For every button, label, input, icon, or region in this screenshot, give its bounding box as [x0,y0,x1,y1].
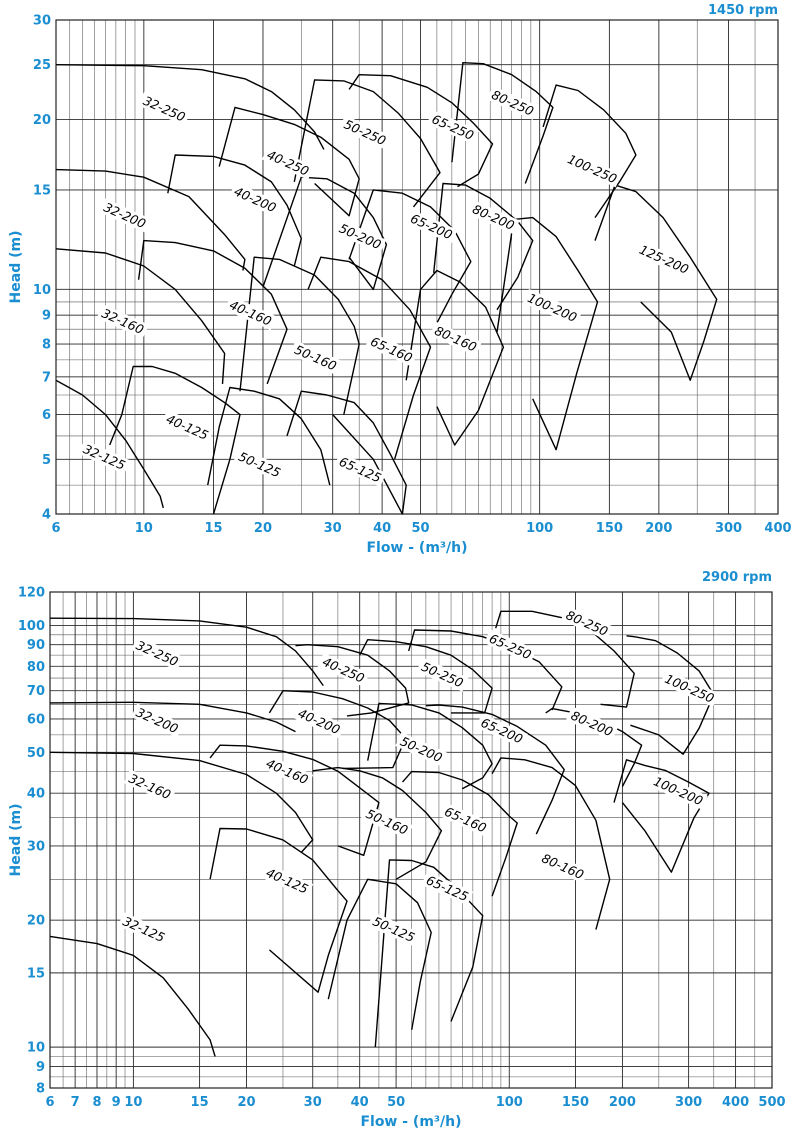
chart-1450-rpm [8,3,792,556]
zone-label-50-200: 50-200 [336,220,384,253]
x-tick-label: 40 [350,1095,369,1110]
x-tick-label: 8 [92,1095,102,1110]
y-tick-label: 10 [32,282,51,298]
y-tick-label: 70 [26,684,45,700]
zone-label-32-125: 32-125 [81,441,128,473]
zone-label-65-250: 65-250 [487,630,534,663]
x-tick-label: 20 [237,1095,256,1110]
x-tick-label: 100 [495,1095,523,1110]
zone-label-100-200: 100-200 [525,290,580,325]
y-tick-label: 25 [32,58,51,74]
x-tick-label: 15 [204,521,223,536]
x-tick-label: 15 [190,1095,209,1110]
zone-label-65-160: 65-160 [442,803,489,836]
y-tick-label: 30 [32,13,51,29]
x-tick-label: 300 [714,521,743,536]
x-tick-label: 200 [608,1095,636,1110]
zone-label-40-160: 40-160 [263,755,311,788]
zone-label-50-125: 50-125 [370,913,418,946]
zone-label-65-125: 65-125 [424,872,471,905]
zone-label-100-250: 100-250 [662,670,717,706]
zone-label-50-160: 50-160 [292,341,339,374]
y-tick-label: 90 [26,638,45,654]
x-tick-label: 20 [253,521,273,536]
x-tick-label: 10 [124,1095,143,1110]
x-tick-label: 6 [51,521,61,536]
zone-label-50-160: 50-160 [363,805,411,838]
y-tick-label: 60 [26,712,45,728]
zone-label-80-200: 80-200 [470,201,517,233]
x-tick-label: 150 [561,1095,590,1110]
x-tick-label: 300 [675,1095,703,1110]
zone-label-100-250: 100-250 [565,151,620,187]
zone-label-65-125: 65-125 [336,453,384,486]
y-tick-label: 8 [41,337,51,353]
y-tick-label: 80 [26,659,45,675]
y-tick-label: 20 [32,112,51,128]
zone-label-32-160: 32-160 [99,305,147,338]
zone-label-80-250: 80-250 [563,607,611,639]
y-tick-label: 9 [35,1059,45,1075]
zone-label-32-160: 32-160 [126,770,174,803]
chart-2900-rpm [8,570,786,1130]
zone-label-65-200: 65-200 [478,714,526,747]
y-tick-label: 30 [26,839,45,855]
zone-label-65-160: 65-160 [368,333,415,366]
zone-label-80-160: 80-160 [432,322,479,355]
x-tick-label: 40 [373,521,392,536]
zone-label-80-250: 80-250 [489,86,536,119]
y-axis-title: Head (m) [8,230,24,304]
x-tick-label: 30 [303,1095,322,1110]
x-tick-label: 400 [722,1095,750,1110]
x-axis-title: Flow - (m³/h) [360,1114,462,1130]
x-tick-label: 30 [323,521,342,536]
y-tick-label: 5 [41,452,51,468]
zone-label-65-250: 65-250 [429,111,477,143]
zone-label-32-250: 32-250 [133,637,181,670]
y-tick-label: 15 [26,966,45,982]
x-tick-label: 500 [758,1095,786,1110]
zone-label-40-250: 40-250 [264,146,312,179]
y-axis-title: Head (m) [8,803,24,877]
zone-label-50-250: 50-250 [419,658,466,691]
y-tick-label: 20 [26,913,45,929]
y-tick-label: 10 [26,1040,45,1056]
zone-label-100-200: 100-200 [651,773,706,809]
x-tick-label: 100 [526,521,554,536]
y-tick-label: 50 [26,745,45,761]
y-tick-label: 9 [41,308,51,324]
x-tick-label: 6 [45,1095,55,1110]
y-tick-label: 120 [17,585,45,601]
zone-label-32-200: 32-200 [133,704,181,737]
y-tick-label: 7 [41,370,51,386]
zone-label-65-200: 65-200 [408,210,455,243]
y-tick-label: 40 [26,786,45,802]
zone-label-40-125: 40-125 [263,864,311,897]
zone-label-40-200: 40-200 [231,183,279,216]
zone-label-40-125: 40-125 [164,411,211,443]
speed-label: 1450 rpm [708,3,778,18]
zone-label-80-160: 80-160 [539,850,587,883]
x-tick-label: 200 [645,521,673,536]
zone-label-80-200: 80-200 [568,707,616,740]
zone-label-32-250: 32-250 [141,92,188,125]
zone-label-40-160: 40-160 [227,297,274,329]
x-tick-label: 7 [70,1095,80,1110]
y-tick-label: 4 [41,507,51,523]
y-tick-label: 100 [17,618,45,634]
x-tick-label: 50 [387,1095,406,1110]
x-axis-title: Flow - (m³/h) [366,540,468,556]
x-tick-label: 400 [764,521,792,536]
zone-label-32-125: 32-125 [120,913,168,946]
zone-label-50-250: 50-250 [341,116,389,149]
zone-label-32-200: 32-200 [101,199,149,232]
x-tick-label: 9 [111,1095,121,1110]
zone-label-50-200: 50-200 [398,733,445,766]
speed-label: 2900 rpm [702,570,772,585]
x-tick-label: 10 [134,521,153,536]
zone-label-125-200: 125-200 [637,241,692,277]
zone-label-40-200: 40-200 [295,705,343,738]
y-tick-label: 8 [35,1081,45,1097]
x-tick-label: 150 [595,521,623,536]
x-tick-label: 50 [411,521,430,536]
y-tick-label: 6 [41,408,51,424]
y-tick-label: 15 [32,183,51,199]
zone-label-50-125: 50-125 [236,448,283,481]
zone-label-40-250: 40-250 [320,653,367,686]
